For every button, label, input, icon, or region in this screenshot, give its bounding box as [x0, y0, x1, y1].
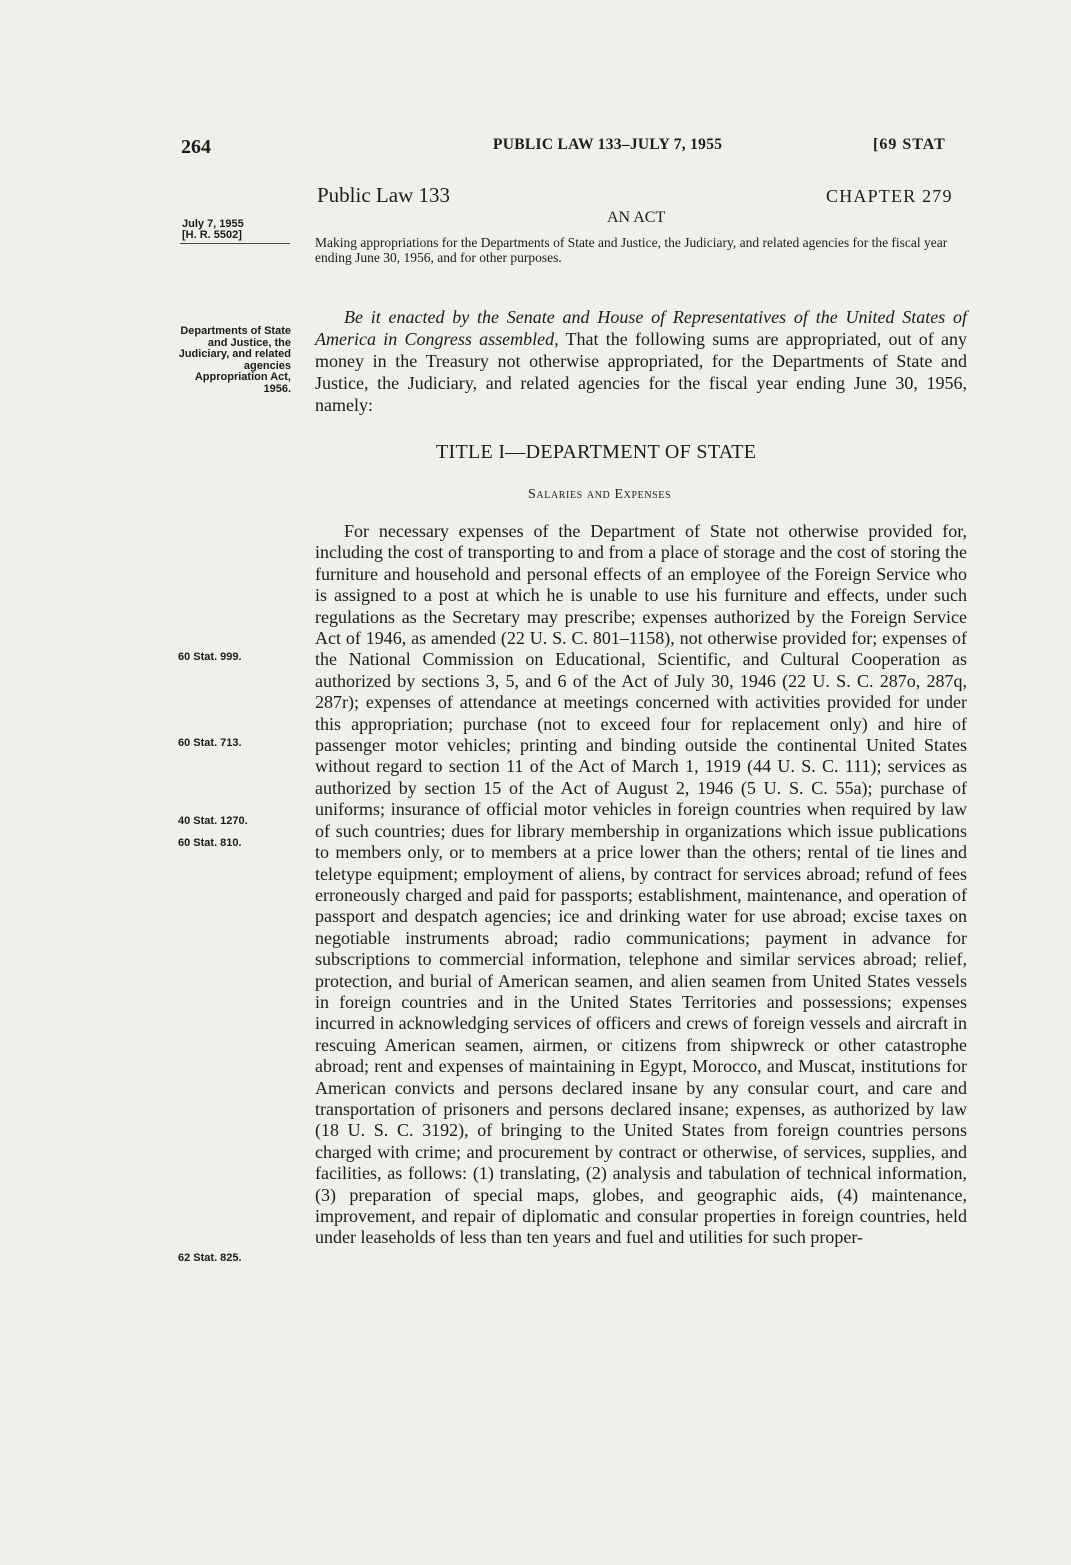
body-paragraph: For necessary expenses of the Department of State not otherwise provided for, including the cost of transporting to and from a place of storage and the cost of storing the furniture and household and personal effects of an employee of the Foreign Service who is assigned to a post at which he is unable to use his furniture and effects, under such regulations as the Secretary may prescribe; expenses authorized by the Foreign Service Act of 1946, as amended (22 U. S. C. 801–1158), not otherwise provided for; expenses of the National Commission on Educational, Scientific, and Cultural Cooperation as authorized by sections 3, 5, and 6 of the Act of July 30, 1946 (22 U. S. C. 287o, 287q, 287r); expenses of attendance at meetings concerned with activities provided for under this appropriation; purchase (not to exceed four for replacement only) and hire of passenger motor vehicles; printing and binding outside the continental United States without regard to section 11 of the Act of March 1, 1919 (44 U. S. C. 111); services as authorized by section 15 of the Act of August 2, 1946 (5 U. S. C. 55a); purchase of uniforms; insurance of official motor vehicles in foreign countries when required by law of such countries; dues for library membership in organizations which issue publications to members only, or to members at a price lower than the others; rental of tie lines and teletype equipment; employment of aliens, by contract for services abroad; refund of fees erroneously charged and paid for passports; establishment, maintenance, and operation of passport and despatch agencies; ice and drinking water for use abroad; excise taxes on negotiable instruments abroad; radio communications; payment in advance for subscriptions to commercial information, telephone and similar services abroad; relief, protection, and burial of American seamen, and alien seamen from United States vessels in foreign countries and in the United States Territories and possessions; expenses incurred in acknowledging services of officers and crews of foreign vessels and aircraft in rescuing American seamen, airmen, or citizens from shipwreck or other catastrophe abroad; rent and expenses of maintaining in Egypt, Morocco, and Muscat, institutions for American convicts and persons declared insane by any consular court, and care and transportation of prisoners and persons declared insane; expenses, as authorized by law (18 U. S. C. 3192), of bringing to the United States from foreign countries persons charged with crime; and procurement by contract or otherwise, of services, supplies, and facilities, as follows: (1) translating, (2) analysis and tabulation of technical information, (3) preparation of special maps, globes, and geographic aids, (4) maintenance, improvement, and repair of diplomatic and consular properties in foreign countries, held under leaseholds of less than ten years and fuel and utilities for such proper- — [315, 521, 967, 1248]
margin-rule — [180, 243, 290, 244]
date-margin-note: July 7, 1955 — [182, 218, 244, 230]
running-head: PUBLIC LAW 133–JULY 7, 1955 — [493, 136, 723, 153]
margin-citation: 60 Stat. 713. — [178, 737, 242, 749]
public-law-number: Public Law 133 — [317, 183, 450, 207]
enacting-clause — [315, 306, 967, 416]
act-long-title: Making appropriations for the Departments of State and Justice, the Judiciary, and related agencies for the fiscal year ending June 30, 1956, and for other purposes. — [315, 235, 948, 265]
department-margin-note: Departments of State and Justice, the Judiciary, and related agencies Appropriation Act, 1956. — [178, 325, 291, 395]
chapter-number: CHAPTER 279 — [826, 186, 953, 206]
margin-citation: 62 Stat. 825. — [178, 1252, 242, 1264]
an-act-heading: AN ACT — [607, 209, 666, 226]
volume-reference: [69 STAT — [873, 136, 946, 153]
enacting-clause-text: That the following sums are appropriated, out of any money in the Treasury not otherwise appropriated, for the Departments of State and Justice, the Judiciary, and related agencies for the fiscal year ending June 30, 1956, namely: — [315, 329, 967, 415]
title-heading: TITLE I—DEPARTMENT OF STATE — [436, 441, 757, 463]
margin-citation: 60 Stat. 810. — [178, 837, 242, 849]
section-heading: Salaries and Expenses — [528, 487, 672, 502]
margin-citation: 40 Stat. 1270. — [178, 815, 248, 827]
bill-margin-note: [H. R. 5502] — [182, 229, 242, 241]
margin-citation: 60 Stat. 999. — [178, 651, 242, 663]
page-number: 264 — [181, 136, 211, 158]
enacting-clause-italic: Be it enacted by the Senate and House of Representatives of the United States of America in Congress assembled, — [315, 307, 967, 349]
